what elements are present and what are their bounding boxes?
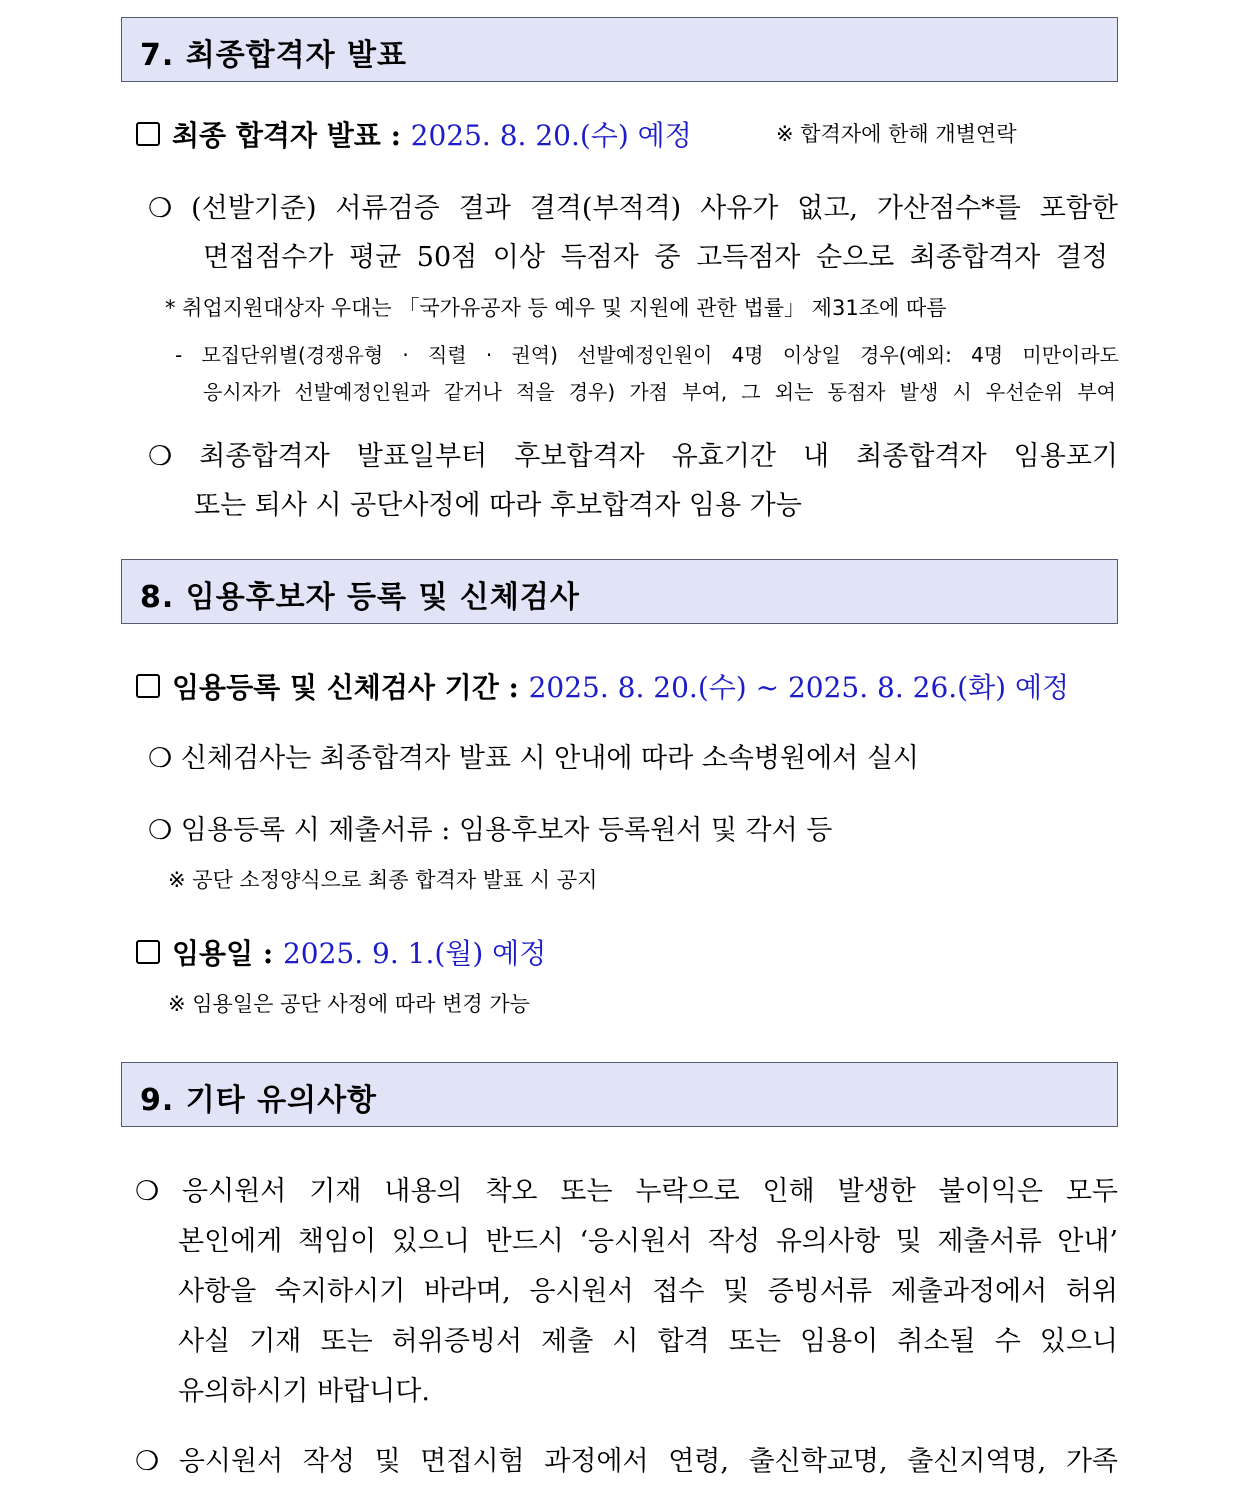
registration-period-dates: 2025. 8. 20.(수) ~ 2025. 8. 26.(화) 예정 xyxy=(528,671,1070,704)
form-announcement-note: ※ 공단 소정양식으로 최종 합격자 발표 시 공지 xyxy=(168,868,598,892)
veteran-preference-note: * 취업지원대상자 우대는 「국가유공자 등 예우 및 지원에 관한 법률」 제31조에 따름 xyxy=(165,296,947,320)
caution-paragraph-1-line-5: 유의하시기 바랍니다. xyxy=(178,1376,430,1407)
medical-exam-line: ❍ 신체검사는 최종합격자 발표 시 안내에 따라 소속병원에서 실시 xyxy=(148,743,919,774)
caution-paragraph-1-line-3: 사항을 숙지하시기 바라며, 응시원서 접수 및 증빙서류 제출과정에서 허위 xyxy=(178,1276,1118,1307)
caution-paragraph-1-line-4: 사실 기재 또는 허위증빙서 제출 시 합격 또는 임용이 취소될 수 있으니 xyxy=(178,1326,1118,1357)
section-7-title: 7. 최종합격자 발표 xyxy=(140,38,408,73)
appointment-date-label: 임용일 : xyxy=(172,937,283,970)
caution-paragraph-1-line-1: ❍ 응시원서 기재 내용의 착오 또는 누락으로 인해 발생한 불이익은 모두 xyxy=(135,1176,1118,1207)
required-documents-line: ❍ 임용등록 시 제출서류 : 임용후보자 등록원서 및 각서 등 xyxy=(148,815,833,846)
final-announcement-line xyxy=(136,114,692,154)
reserve-candidate-line-1: ❍ 최종합격자 발표일부터 후보합격자 유효기간 내 최종합격자 임용포기 xyxy=(148,441,1118,472)
final-announcement-date: 2025. 8. 20.(수) 예정 xyxy=(410,119,692,152)
section-9-header xyxy=(121,1062,1118,1127)
reserve-candidate-line-2: 또는 퇴사 시 공단사정에 따라 후보합격자 임용 가능 xyxy=(194,490,802,521)
appointment-change-note: ※ 임용일은 공단 사정에 따라 변경 가능 xyxy=(168,992,530,1016)
individual-contact-note: ※ 합격자에 한해 개별연락 xyxy=(776,122,1017,146)
section-8-header xyxy=(121,559,1118,624)
section-7-header xyxy=(121,17,1118,82)
selection-criteria-line-2: 면접점수가 평균 50점 이상 득점자 중 고득점자 순으로 최종합격자 결정 xyxy=(203,242,1108,273)
bonus-point-rule-line-2: 응시자가 선발예정인원과 같거나 적을 경우) 가점 부여, 그 외는 동점자 발생 시 우선순위 부여 xyxy=(203,380,1116,404)
appointment-date-line xyxy=(136,932,546,972)
registration-period-label: 임용등록 및 신체검사 기간 : xyxy=(172,671,529,704)
caution-paragraph-1-line-2: 본인에게 책임이 있으니 반드시 ‘응시원서 작성 유의사항 및 제출서류 안내’ xyxy=(178,1226,1118,1257)
checkbox-square-icon xyxy=(136,122,160,146)
section-9-title: 9. 기타 유의사항 xyxy=(140,1083,378,1118)
appointment-date-value: 2025. 9. 1.(월) 예정 xyxy=(282,937,547,970)
bonus-point-rule-line-1: - 모집단위별(경쟁유형 · 직렬 · 권역) 선발예정인원이 4명 이상일 경우(예외: 4명 미만이라도 xyxy=(175,343,1119,367)
caution-paragraph-2-line-1: ❍ 응시원서 작성 및 면접시험 과정에서 연령, 출신학교명, 출신지역명, 가족 xyxy=(135,1446,1118,1477)
registration-period-line xyxy=(136,666,1118,706)
section-8-title: 8. 임용후보자 등록 및 신체검사 xyxy=(140,580,580,615)
checkbox-square-icon xyxy=(136,940,160,964)
checkbox-square-icon xyxy=(136,674,160,698)
selection-criteria-line-1: ❍ (선발기준) 서류검증 결과 결격(부적격) 사유가 없고, 가산점수*를 포함한 xyxy=(148,193,1118,224)
final-announcement-label: 최종 합격자 발표 : xyxy=(172,119,411,152)
